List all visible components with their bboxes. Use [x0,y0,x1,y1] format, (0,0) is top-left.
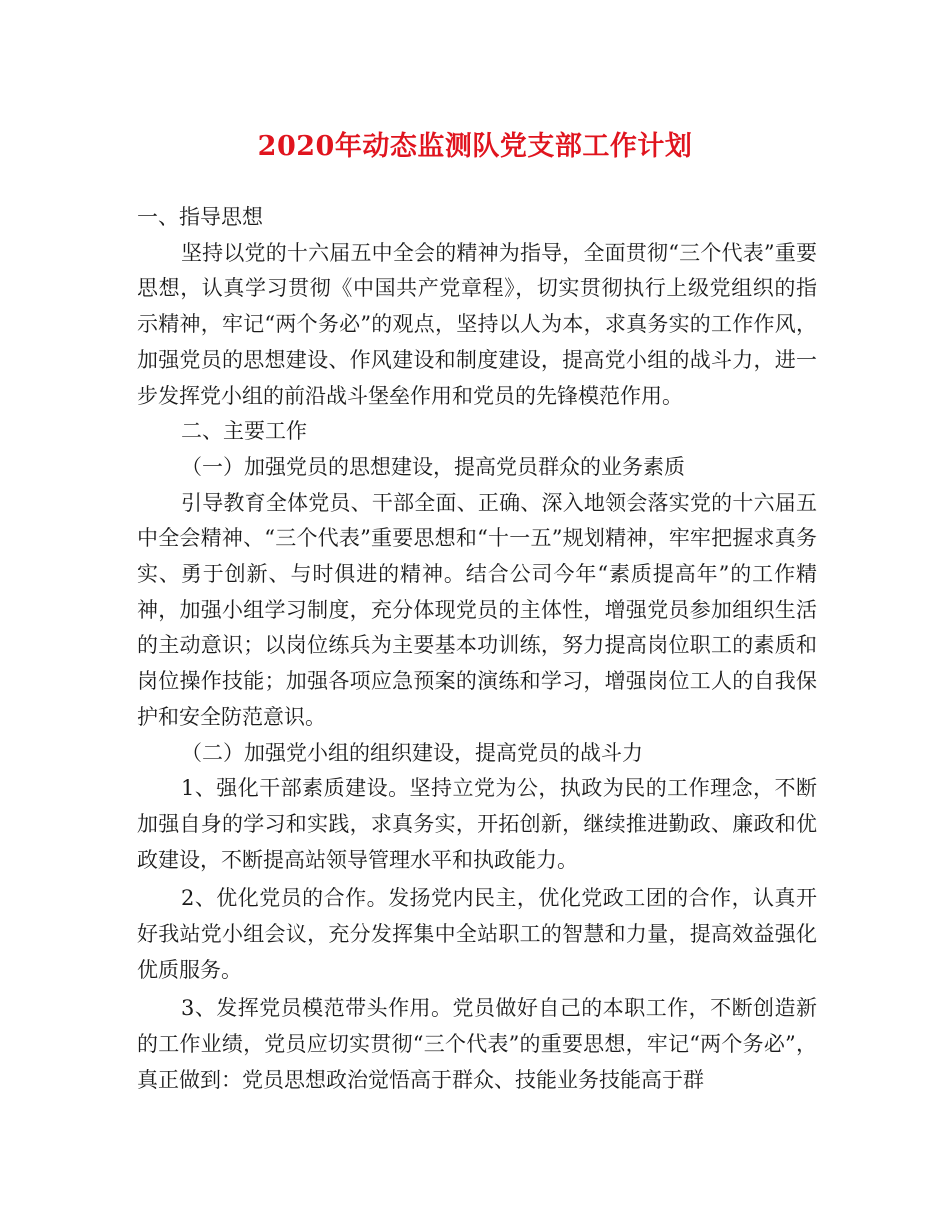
document-title: 2020年动态监测队党支部工作计划 [257,131,693,162]
paragraph-item-2: 2、优化党员的合作。发扬党内民主，优化党政工团的合作，认真开好我站党小组会议，充分发挥集中全站职工的智慧和力量，提高效益强化优质服务。 [137,886,817,982]
paragraph-item-3: 3、发挥党员模范带头作用。党员做好自己的本职工作，不断创造新的工作业绩，党员应切实贯彻“三个代表”的重要思想，牢记“两个务必”，真正做到：党员思想政治觉悟高于群众、技能业务技能高于群 [137,996,817,1092]
paragraph-item-1: 1、强化干部素质建设。坚持立党为公，执政为民的工作理念，不断加强自身的学习和实践，求真务实，开拓创新，继续推进勤政、廉政和优政建设，不断提高站领导管理水平和执政能力。 [137,776,817,872]
section-heading-main-work: 二、主要工作 [181,419,307,444]
subheading-organizational-building: （二）加强党小组的组织建设，提高党员的战斗力 [181,740,643,765]
subheading-ideological-building: （一）加强党员的思想建设，提高党员群众的业务素质 [181,454,685,479]
paragraph-ideological-building: 引导教育全体党员、干部全面、正确、深入地领会落实党的十六届五中全会精神、“三个代表”重要思想和“十一五”规划精神，牢牢把握求真务实、勇于创新、与时俱进的精神。结合公司今年“素质提高年”的工作精神，加强小组学习制度，充分体现党员的主体性，增强党员参加组织生活的主动意识；以岗位练兵为主要基本功训练，努力提高岗位职工的素质和岗位操作技能；加强各项应急预案的演练和学习，增强岗位工人的自我保护和安全防范意识。 [137,490,817,729]
paragraph-guiding-ideology: 坚持以党的十六届五中全会的精神为指导，全面贯彻“三个代表”重要思想，认真学习贯彻《中国共产党章程》，切实贯彻执行上级党组织的指示精神，牢记“两个务必”的观点，坚持以人为本，求真务实的工作作风，加强党员的思想建设、作风建设和制度建设，提高党小组的战斗力，进一步发挥党小组的前沿战斗堡垒作用和党员的先锋模范作用。 [137,240,817,408]
document-body [137,200,817,1099]
section-heading-guiding-ideology: 一、指导思想 [137,205,263,229]
